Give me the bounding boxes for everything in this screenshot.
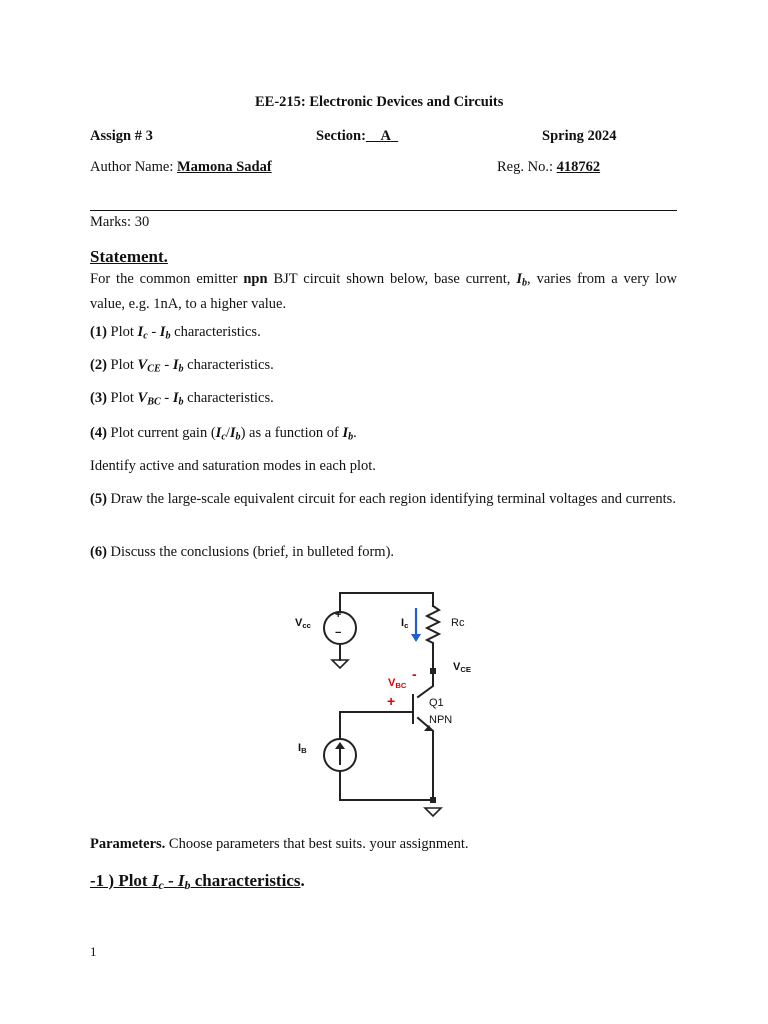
vce-label: $V_{CE}$ <box>453 661 472 674</box>
base-wire <box>340 712 413 739</box>
top-wire <box>340 593 433 606</box>
vcc-plus: + <box>335 609 342 621</box>
vcc-ground-icon <box>332 660 348 668</box>
rc-label: Rc <box>451 617 465 629</box>
ground-node-dot <box>430 797 436 803</box>
course-title: EE-215: Electronic Devices and Circuits <box>255 94 504 110</box>
reg-label: Reg. No.: <box>497 159 553 175</box>
vce-node-dot <box>430 668 436 674</box>
circuit-svg <box>287 576 482 824</box>
bjt-circuit-diagram <box>287 576 482 824</box>
term: Spring 2024 <box>542 128 617 144</box>
author-name: Mamona Sadaf <box>176 159 272 175</box>
reg-value: 418762 <box>556 159 601 175</box>
divider <box>90 210 677 211</box>
vcc-minus: − <box>335 627 342 639</box>
section-field <box>316 128 398 145</box>
parameters-label: Parameters. <box>90 836 166 852</box>
npn-label: NPN <box>429 714 453 726</box>
page-number: 1 <box>90 944 97 959</box>
ic-label: $I_c$ <box>401 617 409 630</box>
section-label: Section: <box>316 128 366 144</box>
task-1: (1) Plot $I_c - I_b$ characteristics. <box>90 324 261 342</box>
author-label: Author Name: <box>90 159 174 175</box>
ic-arrow-icon <box>411 634 421 642</box>
assignment-number: Assign # 3 <box>90 128 153 144</box>
vbc-plus: + <box>387 693 396 709</box>
identify-text: Identify active and saturation modes in each plot. <box>90 458 376 474</box>
vbc-label: $V_{BC}$ <box>388 677 407 690</box>
marks: Marks: 30 <box>90 214 150 230</box>
collector-wire <box>418 671 433 697</box>
statement-heading: Statement. <box>90 247 168 266</box>
task-6: (6) Discuss the conclusions (brief, in bulleted form). <box>90 544 395 560</box>
reg-field <box>497 159 600 176</box>
section-value: A <box>380 128 391 144</box>
ib-label: $I_B$ <box>298 742 307 755</box>
vbc-minus: - <box>412 666 417 682</box>
section-1-heading: -1 ) Plot $I_c - I_b$ characteristics. <box>90 871 305 892</box>
ground-icon <box>425 808 441 816</box>
bottom-wire <box>340 771 433 800</box>
q1-label: Q1 <box>429 697 444 709</box>
parameters-line <box>90 836 469 853</box>
task-2: (2) Plot $V_{CE} - I_b$ characteristics. <box>90 357 274 375</box>
author-field <box>90 159 272 176</box>
task-4: (4) Plot current gain $(I_c/I_b)$ as a function of $I_b$. <box>90 425 357 443</box>
task-3: (3) Plot $V_{BC} - I_b$ characteristics. <box>90 390 274 408</box>
parameters-text: Choose parameters that best suits. your assignment. <box>165 836 469 852</box>
task-5: (5) Draw the large-scale equivalent circuit for each region identifying terminal voltages and currents. <box>90 491 676 507</box>
vcc-label: $V_{cc}$ <box>295 617 311 630</box>
statement-text: For the common emitter npn BJT circuit shown below, base current, $I_b$, varies from a very low value, e.g. 1nA, to a higher value. <box>90 271 677 312</box>
rc-resistor <box>427 606 439 671</box>
